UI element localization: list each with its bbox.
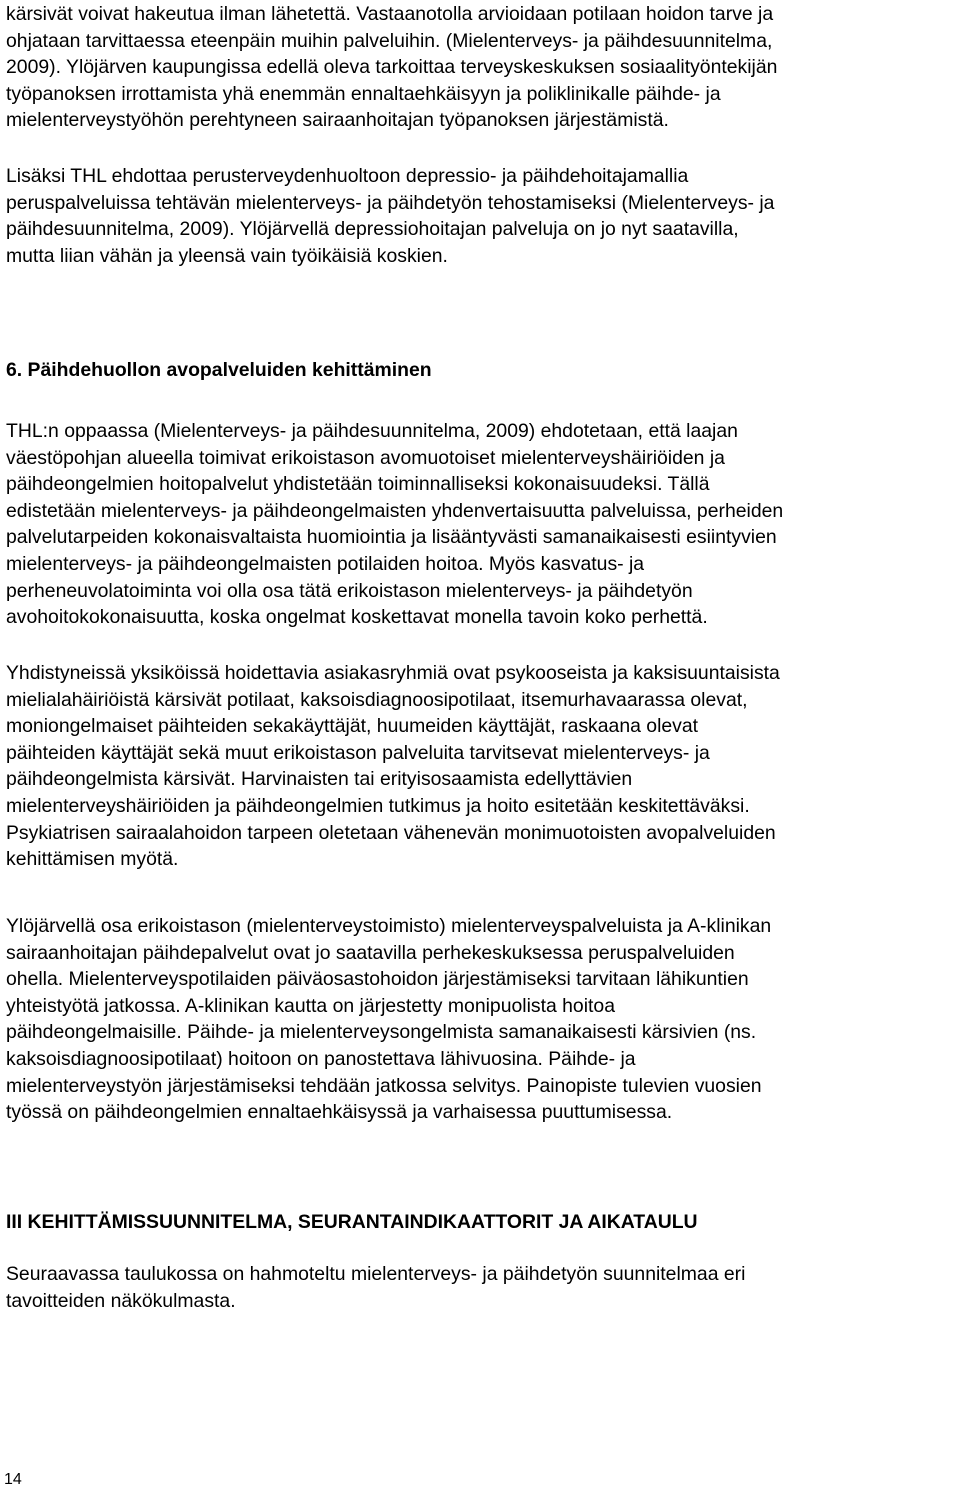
paragraph-3-line: mielenterveys- ja päihdeongelmaisten potilaiden hoitoa. Myös kasvatus- ja bbox=[6, 552, 645, 575]
paragraph-4-line: moniongelmaiset päihteiden sekakäyttäjät, huumeiden käyttäjät, raskaana olevat bbox=[6, 715, 699, 738]
paragraph-3-line: päihdeongelmien hoitopalvelut yhdistetään toiminnalliseksi kokonaisuudeksi. Tällä bbox=[6, 473, 710, 496]
paragraph-2 bbox=[6, 163, 774, 269]
paragraph-4 bbox=[6, 660, 780, 873]
paragraph-2-line: mutta liian vähän ja yleensä vain työikäisiä koskien. bbox=[6, 244, 448, 267]
paragraph-5-line: sairaanhoitajan päihdepalvelut ovat jo saatavilla perhekeskuksessa peruspalveluiden bbox=[6, 941, 735, 964]
paragraph-3-line: THL:n oppaassa (Mielenterveys- ja päihdesuunnitelma, 2009) ehdotetaan, että laajan bbox=[6, 420, 738, 442]
paragraph-1-line: 2009). Ylöjärven kaupungissa edellä oleva tarkoittaa terveyskeskuksen sosiaalityöntekijän bbox=[6, 56, 778, 79]
paragraph-6-line: tavoitteiden näkökulmasta. bbox=[6, 1289, 236, 1312]
paragraph-4-line: päihdeongelmista kärsivät. Harvinaisten tai erityisosaamista edellyttävien bbox=[6, 768, 633, 791]
paragraph-2-line: peruspalveluissa tehtävän mielenterveys- ja päihdetyön tehostamiseksi (Mielenterveys- ja bbox=[6, 191, 775, 214]
paragraph-3-line: väestöpohjan alueella toimivat erikoistason avomuotoiset mielenterveyshäiriöiden ja bbox=[6, 446, 725, 469]
paragraph-3-line: palvelutarpeiden kokonaisvaltaista huomiointia ja lisääntyvästi samanaikaisesti esiintyvien bbox=[6, 526, 777, 549]
paragraph-5-line: päihdeongelmaisille. Päihde- ja mielenterveysongelmista samanaikaisesti kärsivien (ns. bbox=[6, 1021, 757, 1044]
paragraph-5-line: mielenterveystyön järjestämiseksi tehdään jatkossa selvitys. Painopiste tulevien vuosien bbox=[6, 1074, 762, 1097]
paragraph-2-line: päihdesuunnitelma, 2009). Ylöjärvellä depressiohoitajan palveluja on jo nyt saatavilla, bbox=[6, 218, 739, 241]
paragraph-5-line: yhteistyötä jatkossa. A-klinikan kautta on järjestetty monipuolista hoitoa bbox=[6, 994, 615, 1017]
paragraph-1-line: mielenterveystyöhön perehtyneen sairaanhoitajan työpanoksen järjestämistä. bbox=[6, 109, 669, 132]
paragraph-3-line: edistetään mielenterveys- ja päihdeongelmaisten yhdenvertaisuutta palveluissa, perheiden bbox=[6, 499, 784, 522]
paragraph-4-line: Psykiatrisen sairaalahoidon tarpeen oletetaan vähenevän monimuotoisten avopalveluiden bbox=[6, 821, 776, 844]
paragraph-6-line: Seuraavassa taulukossa on hahmoteltu mielenterveys- ja päihdetyön suunnitelmaa eri bbox=[6, 1263, 746, 1285]
page-number: 14 bbox=[4, 1471, 22, 1488]
paragraph-1-line: työpanoksen irrottamista yhä enemmän ennaltaehkäisyyn ja poliklinikalle päihde- ja bbox=[6, 82, 721, 105]
paragraph-3-line: avohoitokokonaisuutta, koska ongelmat koskettavat monella tavoin koko perhettä. bbox=[6, 606, 708, 629]
paragraph-5-line: työssä on päihdeongelmien ennaltaehkäisyssä ja varhaisessa puuttumisessa. bbox=[6, 1101, 673, 1124]
paragraph-4-line: mielenterveyshäiriöiden ja päihdeongelmien tutkimus ja hoito esitetään keskitettäväksi. bbox=[6, 794, 750, 817]
paragraph-1 bbox=[6, 1, 777, 134]
paragraph-1-line: kärsivät voivat hakeutua ilman lähetettä. Vastaanotolla arvioidaan potilaan hoidon tarve ja bbox=[6, 3, 774, 25]
paragraph-3-line: perheneuvolatoiminta voi olla osa tätä erikoistason mielenterveys- ja päihdetyön bbox=[6, 579, 693, 602]
paragraph-4-line: mielialahäiriöistä kärsivät potilaat, kaksoisdiagnoosipotilaat, itsemurhavaarassa olevat, bbox=[6, 688, 748, 711]
paragraph-5-line: kaksoisdiagnoosipotilaat) hoitoon on panostettava lähivuosina. Päihde- ja bbox=[6, 1047, 636, 1070]
paragraph-4-line: päihteiden käyttäjät sekä muut erikoistason palveluita tarvitsevat mielenterveys- ja bbox=[6, 741, 710, 764]
paragraph-5-line: ohella. Mielenterveyspotilaiden päiväosastohoidon järjestämiseksi tarvitaan lähikuntien bbox=[6, 968, 749, 991]
paragraph-5 bbox=[6, 913, 771, 1126]
paragraph-6 bbox=[6, 1261, 745, 1314]
paragraph-3 bbox=[6, 418, 783, 631]
paragraph-2-line: Lisäksi THL ehdottaa perusterveydenhuoltoon depressio- ja päihdehoitajamallia bbox=[6, 165, 689, 187]
paragraph-5-line: Ylöjärvellä osa erikoistason (mielenterveystoimisto) mielenterveyspalveluista ja A-klinikan bbox=[6, 915, 772, 937]
section-heading: 6. Päihdehuollon avopalveluiden kehittäminen bbox=[6, 359, 432, 381]
paragraph-4-line: Yhdistyneissä yksiköissä hoidettavia asiakasryhmiä ovat psykooseista ja kaksisuuntaisista bbox=[6, 662, 780, 684]
paragraph-1-line: ohjataan tarvittaessa eteenpäin muihin palveluihin. (Mielenterveys- ja päihdesuunnitelma, bbox=[6, 29, 773, 52]
part-heading: III KEHITTÄMISSUUNNITELMA, SEURANTAINDIKAATTORIT JA AIKATAULU bbox=[6, 1211, 698, 1233]
paragraph-4-line: kehittämisen myötä. bbox=[6, 848, 179, 871]
